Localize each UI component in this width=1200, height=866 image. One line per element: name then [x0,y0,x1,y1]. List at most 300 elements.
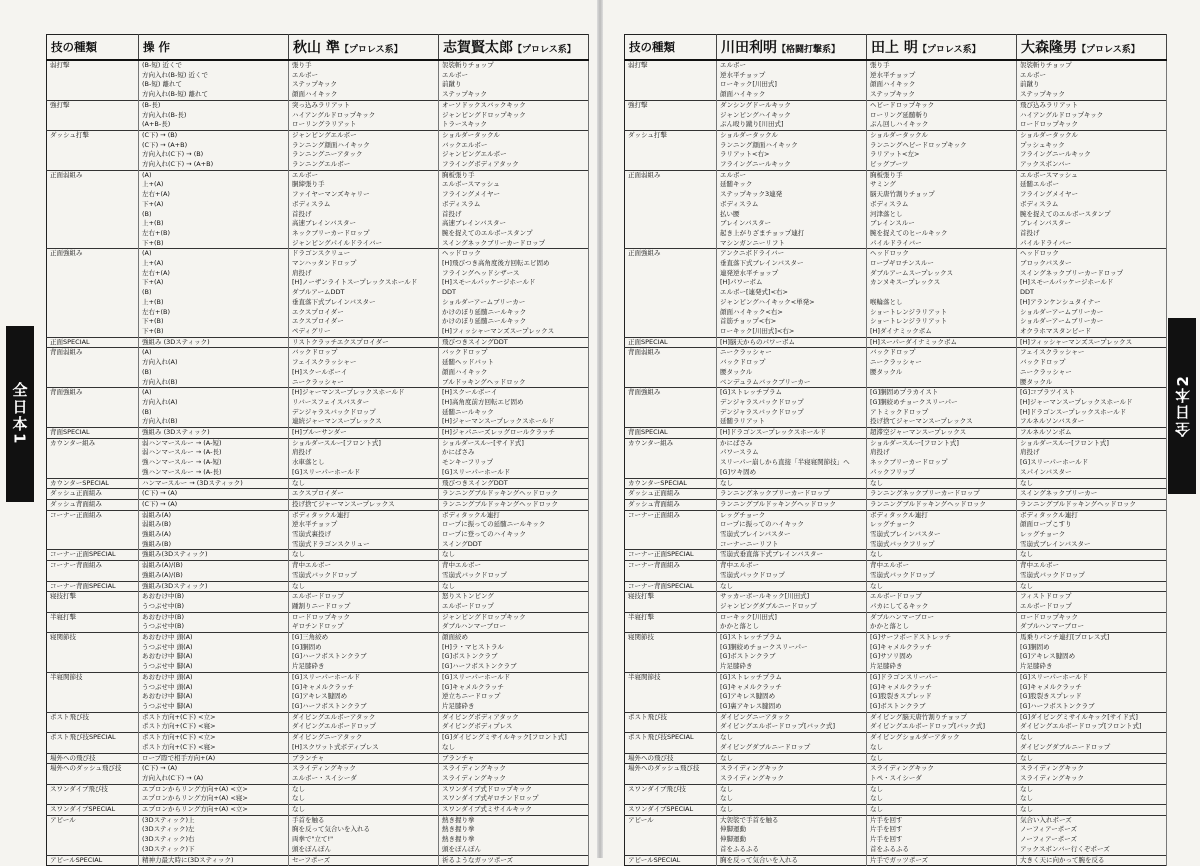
move-row [47,408,589,418]
move-row [47,702,589,712]
move-row [625,855,1167,866]
move-cell: 方向入れ(C下) → (A) [139,774,289,784]
move-cell: ボディスラム [867,200,1017,210]
move-cell: ロープ際で相手方向+(A) [139,753,289,764]
move-cell: カンヌキスープレックス [867,278,1017,288]
move-row [47,561,589,571]
move-type-cell [625,845,717,855]
move-cell: 方向入れ(B) [139,417,289,427]
move-cell: デンジャラスバックドロップ [717,408,867,418]
move-row [625,80,1167,90]
move-cell: [G]胴絞めチョークスリーパー [867,398,1017,408]
move-type-cell [625,298,717,308]
move-cell: [G]ワキ固め [717,468,867,478]
move-cell: エクスプロイダー [289,308,439,318]
move-cell: アトミックドロップ [867,408,1017,418]
move-cell: ブランチャ [289,753,439,764]
move-type-cell [47,298,139,308]
move-cell: 上+(A) [139,180,289,190]
move-type-cell [47,520,139,530]
move-type-cell [625,368,717,378]
move-cell: あおむけ中 頭(A) [139,672,289,682]
move-type-cell [47,743,139,753]
move-cell: ランニングブルドッキングヘッドロック [439,499,589,510]
move-cell: あおむけ中(B) [139,592,289,602]
move-row [625,743,1167,753]
move-cell: [G]胴固め [289,643,439,653]
left-table-body [47,60,589,866]
move-cell: 方向入れ(B-長) [139,111,289,121]
move-cell: パワースラム [717,448,867,458]
move-row [625,845,1167,855]
move-cell: [G]胴絞めチョークスリーパー [717,643,867,653]
move-cell: エルボードロップ [1017,602,1167,612]
move-cell: 大袈裟で手首を触る [717,815,867,825]
move-cell: エルボー [717,170,867,180]
move-type-cell [625,835,717,845]
move-cell: なし [717,805,867,816]
move-cell: ショートレンジラリアット [867,308,1017,318]
move-cell: エクスプロイダー [289,317,439,327]
move-row [47,712,589,722]
move-cell: オーソドックスバックキック [439,100,589,110]
move-cell: 肩投げ [289,448,439,458]
move-cell: [G]スリーパーホールド [1017,672,1167,682]
move-type-cell [625,150,717,160]
move-cell: エルボードロップ [867,592,1017,602]
move-type-cell [625,358,717,368]
move-type-cell [47,794,139,804]
move-cell: エルボードロップ [439,602,589,612]
move-cell: 方向入れ(C下) → (A+B) [139,160,289,170]
move-type-cell [47,229,139,239]
move-row [625,571,1167,581]
move-cell: なし [717,794,867,804]
move-cell: 左右+(A) [139,269,289,279]
move-cell: アンクニボドライバー [717,249,867,259]
move-cell: ジャンピングハイキック [717,111,867,121]
move-type-cell [47,269,139,279]
move-cell: なし [717,581,867,592]
move-cell: なし [717,733,867,743]
move-cell: [G]キャメルクラッチ [1017,683,1167,693]
move-cell: [G]キャメルクラッチ [717,683,867,693]
move-row [47,571,589,581]
move-type-cell [625,643,717,653]
move-cell: [G]ボストンクラブ [439,652,589,662]
move-cell: [H]ジャーマンスープレックスホールド [289,388,439,398]
move-type-cell [47,278,139,288]
move-cell: なし [439,743,589,753]
move-cell: フルネルソンボム [1017,428,1167,439]
move-type-cell [47,327,139,337]
move-row [47,428,589,439]
move-type-cell [625,468,717,478]
move-row [47,190,589,200]
move-cell: 飛びつきスイングDDT [439,478,589,489]
move-cell: [H]スモールパッケージホールド [439,278,589,288]
move-cell: ショルダーアームブリーカー [439,298,589,308]
move-row [47,200,589,210]
move-cell: 雪崩式ドラゴンスクリュー [289,540,439,550]
move-type-cell [625,239,717,249]
move-cell: [H]ドラゴンスープレックスホールド [1017,408,1167,418]
move-row [625,348,1167,358]
move-row [47,530,589,540]
move-cell: ショートレンジラリアット [867,317,1017,327]
move-cell: 熱き握り拳 [439,815,589,825]
move-cell: ステップキック3連発 [717,190,867,200]
move-cell: なし [1017,794,1167,804]
move-type-cell [625,219,717,229]
move-cell: 弱ハンマースルー → (A-短) [139,438,289,448]
move-cell: ローキック[川田式] [717,80,867,90]
move-cell: 胴締張り手 [289,180,439,190]
move-cell: うつぶせ中(B) [139,602,289,612]
move-cell: ダブルアームスープレックス [867,269,1017,279]
wrestler-style: 【プロレス系】 [917,45,981,55]
move-row [47,417,589,427]
move-type-cell [47,150,139,160]
move-cell: 背中エルボー [439,561,589,571]
move-type-cell: 場外へのダッシュ飛び技 [625,764,717,774]
move-cell: 腰タックル [1017,378,1167,388]
move-row [47,622,589,632]
move-type-cell: コーナー正面SPECIAL [47,550,139,561]
move-cell: フライングヘッドシザース [439,269,589,279]
move-row [47,835,589,845]
move-type-cell: スワンダイブSPECIAL [47,805,139,816]
move-type-cell [625,398,717,408]
move-cell: パイルドライバー [1017,239,1167,249]
move-cell: 強組み (3Dスティック) [139,428,289,439]
move-cell: なし [867,478,1017,489]
move-type-cell: 背面SPECIAL [47,428,139,439]
move-cell: フェイスクラッシャー [1017,348,1167,358]
move-type-cell: コーナー正面組み [47,510,139,520]
move-row [47,540,589,550]
move-cell: フェイスクラッシャー [289,358,439,368]
move-cell: 胸板張り手 [439,170,589,180]
move-cell: ランニングヘビードロップキック [867,141,1017,151]
move-type-cell [625,448,717,458]
move-row [47,805,589,816]
move-cell: パカにしてるキック [867,602,1017,612]
move-cell: なし [867,794,1017,804]
move-row [47,100,589,110]
move-cell: ダイビングエルボードロップ [289,722,439,732]
move-cell: 延髄エルボー [1017,180,1167,190]
move-type-cell [625,141,717,151]
move-row [625,602,1167,612]
move-cell: 雪崩式バックドロップ [1017,571,1167,581]
move-type-cell [47,111,139,121]
move-cell: かかと落とし [717,622,867,632]
move-cell: ショルダータックル [1017,130,1167,140]
move-cell: エプロンからリング方向+(A) <寝> [139,794,289,804]
move-cell: [G]ドラゴンスリーパー [867,672,1017,682]
move-cell: オクラホマスタンピード [1017,327,1167,337]
move-row [625,805,1167,816]
move-cell: ランニングネックブリーカードロップ [717,489,867,500]
move-cell: ヘビードロップキック [867,100,1017,110]
move-cell: 飛び込みラリアット [1017,100,1167,110]
move-cell: 弱ハンマースルー → (A-長) [139,448,289,458]
move-row [47,160,589,170]
move-cell: [G]ハーフボストンクラブ [1017,702,1167,712]
move-type-cell: ダッシュ正面組み [625,489,717,500]
move-cell: ステップキック [439,90,589,100]
move-cell: ブランチャ [439,753,589,764]
move-cell: 顔面ハイキック<右> [717,308,867,318]
move-row [625,229,1167,239]
move-cell: 河津落とし [867,210,1017,220]
move-row [625,408,1167,418]
move-type-cell [47,722,139,732]
move-cell: 張り手 [867,60,1017,71]
move-cell: 気合い入れポーズ [1017,815,1167,825]
move-row [47,633,589,643]
move-type-cell: コーナー背面SPECIAL [47,581,139,592]
move-row [625,722,1167,732]
move-cell: 逆立ちニードロップ [439,692,589,702]
move-cell: [H]アランケンシュタイナー [1017,298,1167,308]
move-cell: マンハッタンドロップ [289,259,439,269]
move-type-cell: ダッシュ背面組み [625,499,717,510]
move-cell: ランニングブルドッキングヘッドロック [717,499,867,510]
move-cell: 延髄キック [717,180,867,190]
move-cell: 上+(B) [139,219,289,229]
move-cell: ギロチンドロップ [289,622,439,632]
move-cell: [H]ダイナミックボム [867,327,1017,337]
move-cell: 強組み(A)/(B) [139,571,289,581]
move-cell: バックドロップ [717,358,867,368]
move-row [625,692,1167,702]
move-cell: なし [1017,805,1167,816]
move-cell: なし [867,581,1017,592]
move-row [47,90,589,100]
move-cell: 下+(A) [139,278,289,288]
header-wrestler-1 [289,35,439,61]
move-cell: 胸板張り手 [867,170,1017,180]
move-row [625,633,1167,643]
move-cell: 上+(B) [139,298,289,308]
move-type-cell [625,743,717,753]
move-cell: 連続ジャーマンスープレックス [289,417,439,427]
move-row [625,111,1167,121]
move-row [625,478,1167,489]
wrestler-name: 志賀賢太郎 [443,40,513,56]
move-cell: なし [289,805,439,816]
move-row [47,438,589,448]
move-cell: 首投げ [289,210,439,220]
move-row [47,753,589,764]
move-type-cell [47,702,139,712]
move-row [625,712,1167,722]
move-type-cell [625,683,717,693]
move-cell: [H]ジャーマンスープレックスホールド [1017,398,1167,408]
move-cell: (A+B-長) [139,120,289,130]
move-type-cell: コーナー正面組み [625,510,717,520]
move-cell: なし [439,581,589,592]
move-cell: かにばさみ [717,438,867,448]
move-cell: フルネルソンバスター [1017,417,1167,427]
move-cell: 下+(B) [139,317,289,327]
move-cell: 方向入れ(B) [139,378,289,388]
move-cell: フライングニールキック [717,160,867,170]
move-type-cell [625,308,717,318]
move-cell: (C下) → (A) [139,764,289,774]
move-row [625,71,1167,81]
move-row [625,170,1167,180]
move-type-cell [625,417,717,427]
move-cell: ぶん殴り蹴り[川田式] [717,120,867,130]
move-cell: 下+(B) [139,239,289,249]
move-type-cell: 場外への飛び技 [625,753,717,764]
move-cell: 超滞空ジャーマンスープレックス [867,428,1017,439]
move-type-cell: 半寝関節技 [47,672,139,682]
move-type-cell [625,317,717,327]
move-cell: 片手を回す [867,815,1017,825]
move-cell: ジャンピングハイキック<単発> [717,298,867,308]
move-type-cell: アピールSPECIAL [625,855,717,866]
move-row [625,200,1167,210]
left-header-row [47,35,589,61]
move-cell: ブレインバスター [717,219,867,229]
move-cell: [G]アキレス腱固め [1017,652,1167,662]
move-cell: [G]スリーパーホールド [1017,458,1167,468]
move-type-cell [47,317,139,327]
move-cell: スイングネックブリーカードロップ [439,239,589,249]
move-cell: 頭をぽんぽん [289,845,439,855]
move-row [47,348,589,358]
move-row [47,210,589,220]
move-cell: [G]スリーパーホールド [439,468,589,478]
move-cell: 垂直落下式ブレインバスター [289,298,439,308]
move-cell: 顔面ハイキック [867,80,1017,90]
move-type-cell: ダッシュ正面組み [47,489,139,500]
move-type-cell: ダッシュ打撃 [625,130,717,140]
move-cell: ダイビングエルボードロップ[バック式] [717,722,867,732]
header-wrestler-3 [1017,35,1167,61]
move-cell: ペディグリー [289,327,439,337]
move-type-cell [625,408,717,418]
move-cell: 強組み(A) [139,530,289,540]
move-cell: 払い腰 [717,210,867,220]
move-row [625,120,1167,130]
move-cell: (3Dスティック)下 [139,845,289,855]
wrestler-name: 川田利明 [721,40,777,56]
move-cell: フィストドロップ [1017,592,1167,602]
move-cell: ダイビングニーアタック [289,733,439,743]
move-cell: スライディングキック [867,764,1017,774]
move-row [625,612,1167,622]
move-cell: なし [439,550,589,561]
move-cell: ブレインバスター [1017,219,1167,229]
move-cell: 肩投げ [289,269,439,279]
move-row [625,652,1167,662]
right-move-table [624,34,1167,866]
move-cell: 弱組み(A) [139,510,289,520]
move-cell: レッグチョーク [1017,530,1167,540]
move-type-cell [47,200,139,210]
move-cell: ニークラッシャー [717,348,867,358]
move-row [47,71,589,81]
move-type-cell: 弱打撃 [47,60,139,71]
move-cell: [G]胴固め [1017,643,1167,653]
move-cell: (C下) → (A) [139,489,289,500]
move-cell: ランニングエルボー [289,160,439,170]
move-cell: うつぶせ中 脚(A) [139,662,289,672]
move-cell: (C下) → (A) [139,499,289,510]
move-type-cell [625,602,717,612]
move-cell: [G]サソリ固め [867,652,1017,662]
move-cell: 方向入れ(C下) → (B) [139,150,289,160]
move-row [625,702,1167,712]
move-cell: ステップキック [867,90,1017,100]
move-cell: [G]ストレッチプラム [717,672,867,682]
move-type-cell: 寝技打撃 [47,592,139,602]
left-move-table [46,34,589,866]
move-cell: 雪崩式バックドロップ [439,571,589,581]
move-cell: 逆水平チョップ [867,71,1017,81]
move-type-cell: ポスト飛び技SPECIAL [47,733,139,743]
move-row [625,130,1167,140]
move-cell: うつぶせ中 脚(A) [139,702,289,712]
move-cell: 延髄ラリアット [717,417,867,427]
move-type-cell [47,180,139,190]
header-wrestler-2 [867,35,1017,61]
header-move-type: 技の種類 [47,35,139,61]
move-cell: ステップキック [1017,90,1167,100]
move-cell: [H]スーパーダイナミックボム [867,337,1017,348]
move-cell: スライディングキック [289,764,439,774]
move-type-cell: 強打撃 [625,100,717,110]
move-cell: エルボー [717,60,867,71]
move-cell: 雪崩式ブレインバスター [1017,540,1167,550]
move-type-cell [47,602,139,612]
move-row [47,239,589,249]
move-row [47,764,589,774]
move-cell: ダイビングエルボードロップ[フロント式] [1017,722,1167,732]
move-row [625,550,1167,561]
move-row [625,180,1167,190]
move-cell: 投げ捨てジャーマンスープレックス [289,499,439,510]
move-cell: ハイアングルドロップキック [1017,111,1167,121]
move-cell: スライディングキック [1017,764,1167,774]
move-row [625,794,1167,804]
move-row [47,784,589,794]
move-cell: ショルダースルー[フロント式] [289,438,439,448]
move-type-cell [47,398,139,408]
move-cell: 前蹴り [1017,80,1167,90]
move-cell: 大きく天に向かって腕を反る [1017,855,1167,866]
move-cell: なし [289,478,439,489]
move-cell: デンジャラスバックドロップ [289,408,439,418]
move-row [47,327,589,337]
move-row [625,417,1167,427]
move-cell: ダイビングショルダーアタック [867,733,1017,743]
move-cell: エルボー [289,71,439,81]
move-cell: 片足膝砕き [439,702,589,712]
move-cell: かにばさみ [439,448,589,458]
move-cell: [H]ドラゴンスープレックスホールド [717,428,867,439]
move-type-cell [625,825,717,835]
move-cell: 方向入れ(A) [139,358,289,368]
move-type-cell: 背面強組み [47,388,139,398]
side-tab-right [1168,318,1196,494]
move-cell: 片手でガッツポーズ [867,855,1017,866]
